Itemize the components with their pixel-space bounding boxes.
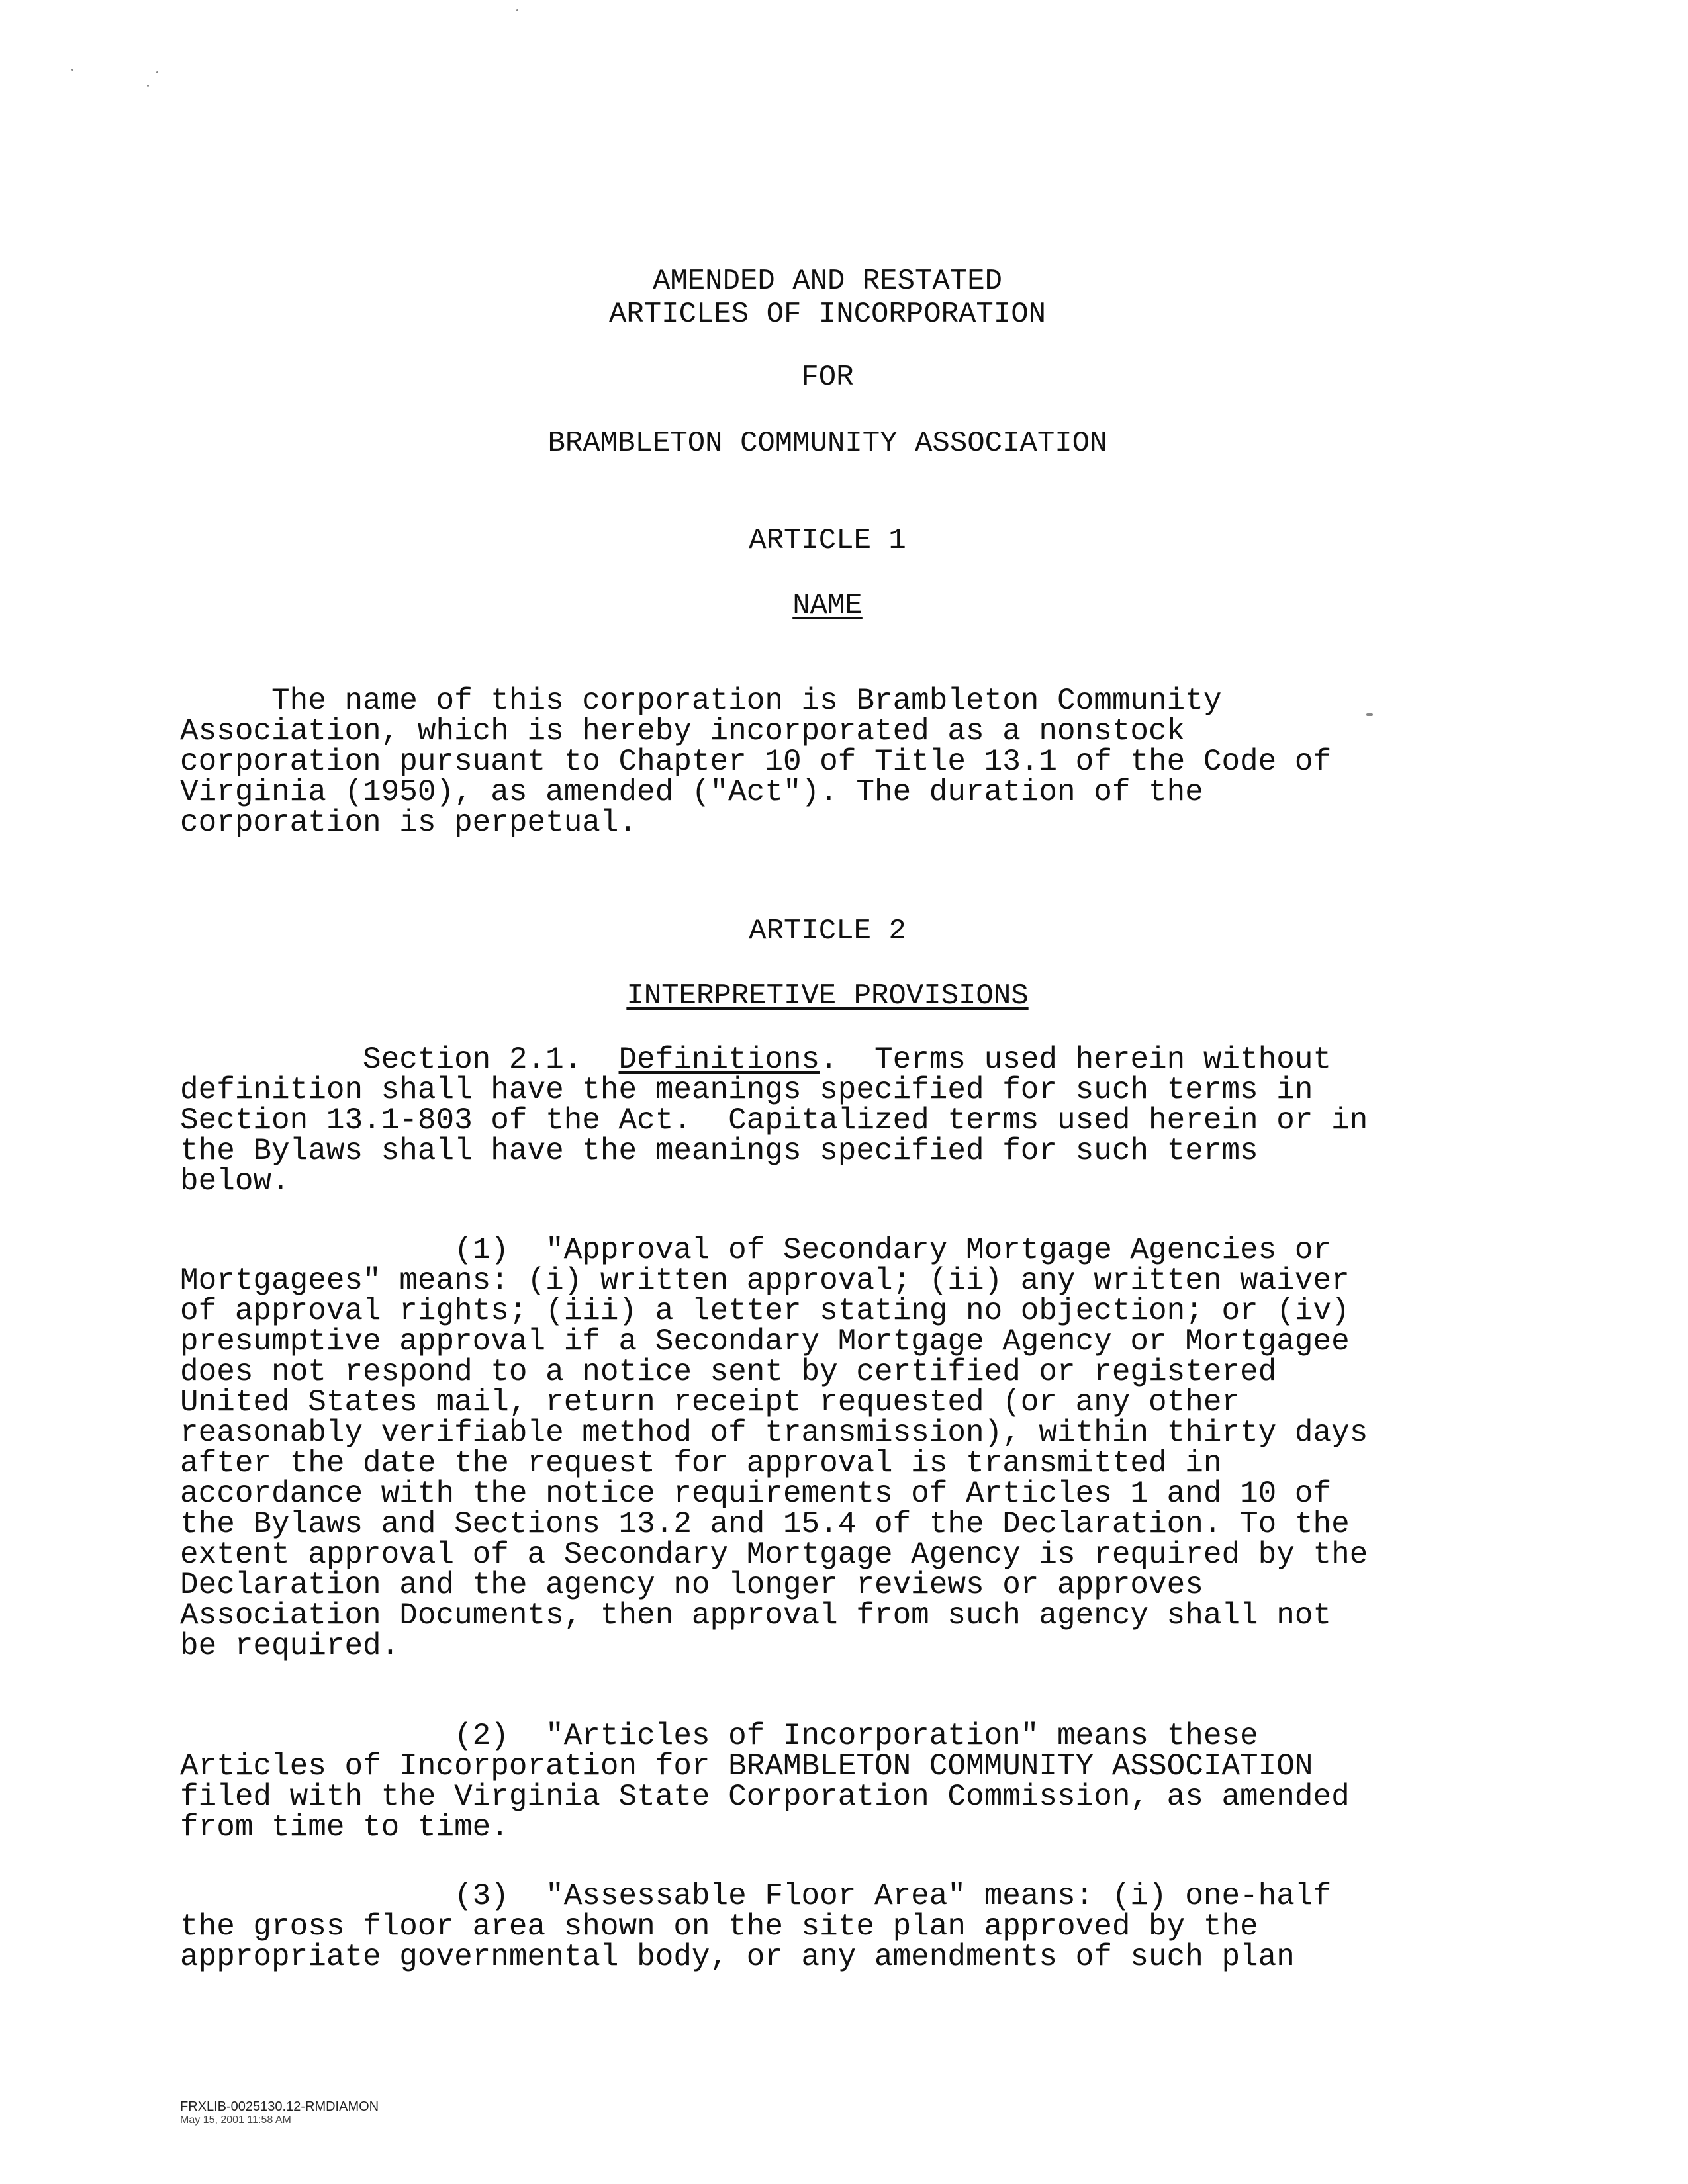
scan-speck bbox=[516, 9, 518, 11]
document-title-line-4: BRAMBLETON COMMUNITY ASSOCIATION bbox=[547, 427, 1107, 460]
document-id-footer: FRXLIB-0025130.12-RMDIAMON bbox=[180, 2099, 379, 2114]
text-line: accordance with the notice requirements of Articles 1 and 10 of bbox=[180, 1477, 1332, 1511]
article-2-heading: ARTICLE 2 bbox=[749, 915, 906, 948]
text-line: Declaration and the agency no longer reviews or approves bbox=[180, 1568, 1203, 1602]
text-line: reasonably verifiable method of transmission), within thirty days bbox=[180, 1416, 1368, 1450]
article-2-subheading: INTERPRETIVE PROVISIONS bbox=[626, 979, 1029, 1013]
text-line: (1) "Approval of Secondary Mortgage Agencies or bbox=[180, 1233, 1332, 1267]
text-line: extent approval of a Secondary Mortgage Agency is required by the bbox=[180, 1537, 1368, 1572]
document-title-line-3: FOR bbox=[801, 361, 854, 394]
definition-3-paragraph bbox=[180, 1881, 1537, 1972]
definition-2-paragraph bbox=[180, 1721, 1537, 1843]
section-title: Definitions bbox=[618, 1042, 820, 1077]
section-2-1-paragraph bbox=[180, 1044, 1537, 1197]
text-line: after the date the request for approval is transmitted in bbox=[180, 1446, 1222, 1480]
text-line: Virginia (1950), as amended ("Act"). The duration of the bbox=[180, 775, 1203, 809]
text-line: of approval rights; (iii) a letter stating no objection; or (iv) bbox=[180, 1294, 1350, 1328]
article-1-heading: ARTICLE 1 bbox=[749, 524, 906, 557]
text-line: Mortgagees" means: (i) written approval; (ii) any written waiver bbox=[180, 1263, 1350, 1298]
text-line: corporation is perpetual. bbox=[180, 805, 637, 840]
text-line: the Bylaws shall have the meanings specified for such terms bbox=[180, 1134, 1258, 1168]
text-line: does not respond to a notice sent by certified or registered bbox=[180, 1355, 1277, 1389]
document-title-line-2: ARTICLES OF INCORPORATION bbox=[608, 298, 1047, 331]
text-line: from time to time. bbox=[180, 1810, 509, 1844]
article-1-subheading: NAME bbox=[792, 589, 863, 622]
text-line: filed with the Virginia State Corporation Commission, as amended bbox=[180, 1780, 1350, 1814]
text-line: the Bylaws and Sections 13.2 and 15.4 of the Declaration. To the bbox=[180, 1507, 1350, 1541]
text-line bbox=[180, 1044, 1537, 1075]
text-line: Section 13.1-803 of the Act. Capitalized terms used herein or in bbox=[180, 1103, 1368, 1138]
article-1-paragraph bbox=[180, 686, 1537, 838]
text-line: (3) "Assessable Floor Area" means: (i) one-half bbox=[180, 1879, 1332, 1913]
document-title-line-1: AMENDED AND RESTATED bbox=[652, 265, 1003, 298]
document-date-footer: May 15, 2001 11:58 AM bbox=[180, 2115, 291, 2126]
section-prefix: Section 2.1. bbox=[180, 1042, 619, 1077]
text-line: definition shall have the meanings specified for such terms in bbox=[180, 1073, 1313, 1107]
scan-speck bbox=[147, 85, 149, 87]
scan-speck bbox=[71, 69, 73, 71]
text-line: below. bbox=[180, 1164, 290, 1199]
text-line: presumptive approval if a Secondary Mortgage Agency or Mortgagee bbox=[180, 1324, 1350, 1359]
text-line: Association, which is hereby incorporated as a nonstock bbox=[180, 714, 1186, 749]
text-line: be required. bbox=[180, 1629, 400, 1663]
scan-speck bbox=[156, 71, 158, 73]
definition-1-paragraph bbox=[180, 1235, 1537, 1661]
section-first-line-rest: . Terms used herein without bbox=[820, 1042, 1332, 1077]
text-line: The name of this corporation is Brambleton Community bbox=[180, 684, 1222, 718]
text-line: (2) "Articles of Incorporation" means these bbox=[180, 1719, 1258, 1753]
text-line: appropriate governmental body, or any amendments of such plan bbox=[180, 1940, 1295, 1974]
text-line: corporation pursuant to Chapter 10 of Title 13.1 of the Code of bbox=[180, 745, 1332, 779]
text-line: the gross floor area shown on the site plan approved by the bbox=[180, 1909, 1258, 1944]
text-line: Articles of Incorporation for BRAMBLETON COMMUNITY ASSOCIATION bbox=[180, 1749, 1313, 1784]
text-line: Association Documents, then approval from such agency shall not bbox=[180, 1598, 1332, 1633]
text-line: United States mail, return receipt requested (or any other bbox=[180, 1385, 1241, 1420]
